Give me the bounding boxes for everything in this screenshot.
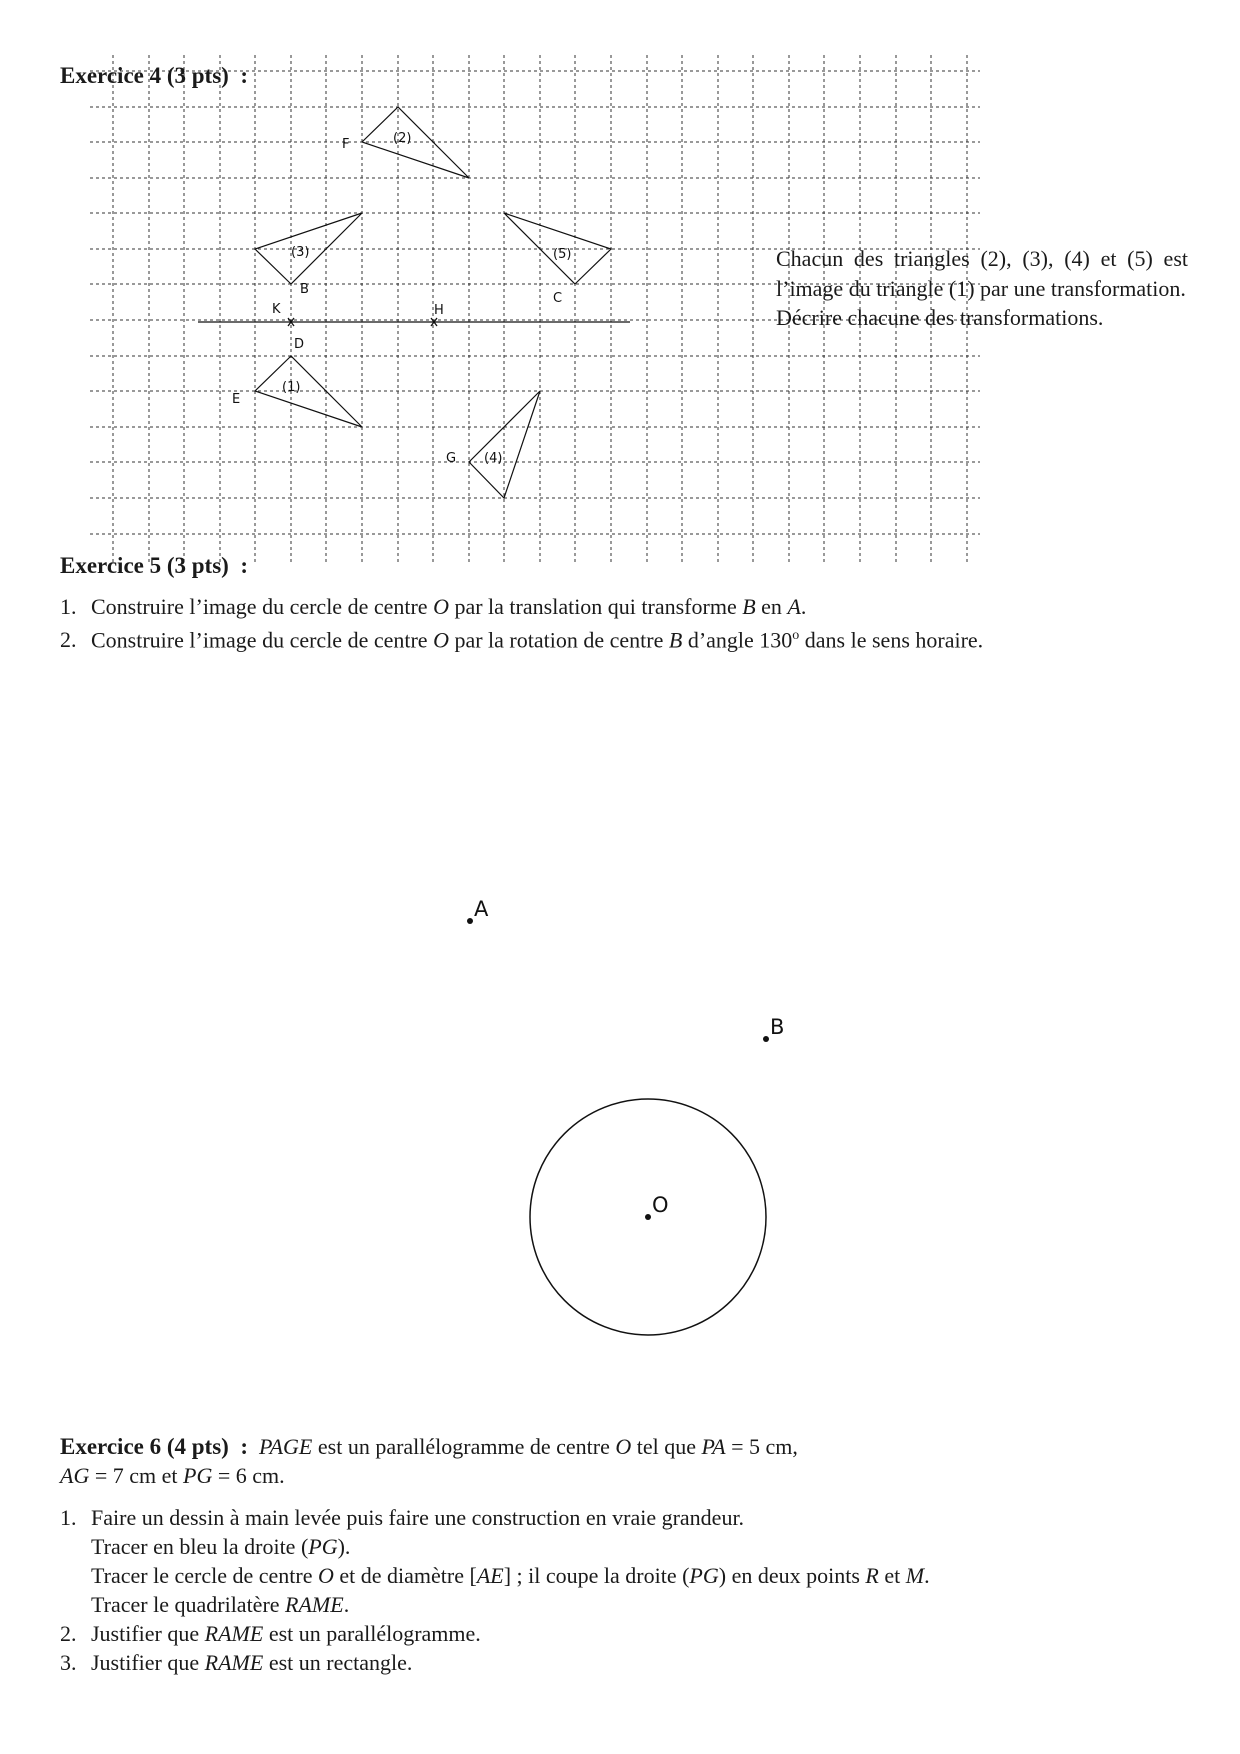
label-triangle-4: (4) bbox=[484, 451, 503, 466]
label-point-O: O bbox=[652, 1193, 669, 1217]
label-triangle-1: (1) bbox=[282, 380, 301, 395]
ex4-description-text: Chacun des triangles (2), (3), (4) et (5) est l’image du triangle (1) par une transformation. bbox=[776, 246, 1188, 301]
ex6-item-1b: Tracer en bleu la droite (PG). bbox=[91, 1534, 351, 1559]
ex6-item-1d: Tracer le quadrilatère RAME. bbox=[91, 1592, 350, 1617]
ex4-instruction: Décrire chacune des transformations. bbox=[776, 305, 1104, 330]
label-G: G bbox=[446, 451, 457, 466]
ex6-title: Exercice 6 (4 pts) : bbox=[60, 1434, 248, 1459]
point-O bbox=[645, 1214, 651, 1220]
label-B: B bbox=[300, 282, 309, 297]
label-K: K bbox=[272, 302, 281, 317]
label-F: F bbox=[342, 137, 350, 152]
ex5-item-1: 1. Construire l’image du cercle de centre O par la translation qui transforme B en A. bbox=[60, 594, 807, 619]
label-H: H bbox=[434, 303, 444, 318]
label-point-A: A bbox=[474, 897, 489, 921]
label-point-B: B bbox=[770, 1015, 785, 1039]
label-triangle-3: (3) bbox=[291, 245, 310, 260]
ex6-intro: Exercice 6 (4 pts) : PAGE est un parallélogramme de centre O tel que PA = 5 cm, AG = 7 cm et PG = 6 cm. bbox=[60, 1434, 798, 1488]
label-triangle-2: (2) bbox=[393, 131, 412, 146]
ex6-item-2: 2. Justifier que RAME est un parallélogramme. bbox=[60, 1621, 481, 1646]
label-C: C bbox=[553, 291, 563, 306]
ex6-item-1c: Tracer le cercle de centre O et de diamètre [AE] ; il coupe la droite (PG) en deux points R et M. bbox=[91, 1563, 930, 1588]
ex5-list bbox=[60, 592, 983, 654]
point-B bbox=[763, 1036, 769, 1042]
ex5-figure bbox=[0, 880, 1240, 1350]
ex6-item-3: 3. Justifier que RAME est un rectangle. bbox=[60, 1650, 413, 1675]
ex4-title: Exercice 4 (3 pts) : bbox=[60, 63, 248, 88]
ex5-title: Exercice 5 (3 pts) : bbox=[60, 553, 248, 578]
point-A bbox=[467, 918, 473, 924]
ex5-item-2: 2. Construire l’image du cercle de centre O par la rotation de centre B d’angle 130$^o$ dans le sens horaire. bbox=[60, 627, 984, 653]
ex6-item-1: 1. Faire un dessin à main levée puis faire une construction en vraie grandeur. bbox=[60, 1505, 745, 1530]
label-triangle-5: (5) bbox=[553, 247, 572, 262]
label-D: D bbox=[294, 337, 305, 352]
ex4-description bbox=[776, 244, 1188, 333]
ex6-list bbox=[60, 1503, 930, 1677]
ex6-intro-line2: AG = 7 cm et PG = 6 cm. bbox=[60, 1463, 285, 1488]
label-E: E bbox=[232, 392, 241, 407]
